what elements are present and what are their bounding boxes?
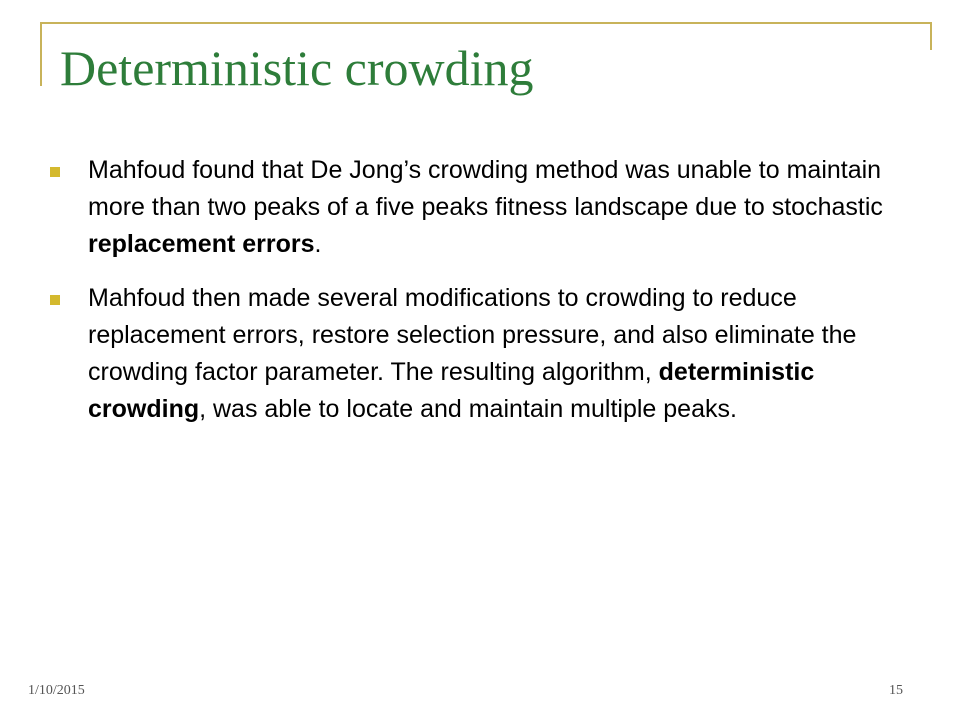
frame-right-line	[930, 22, 932, 50]
bullet-text-part: .	[314, 230, 322, 258]
bullet-bold-term: deterministic crowding	[88, 358, 815, 423]
frame-top-line	[40, 22, 932, 24]
square-bullet-icon	[50, 295, 60, 305]
bullet-text-part: Mahfoud then made several modifications to crowding to reduce replacement errors, restore selection pressure, and also eliminate the crowding factor parameter. The resulting algorithm,	[88, 284, 857, 386]
frame-left-line	[40, 22, 42, 86]
bullet-text	[88, 152, 908, 263]
bullet-text	[88, 280, 908, 428]
bullet-text-part: , was able to locate and maintain multiple peaks.	[199, 395, 737, 423]
square-bullet-icon	[50, 167, 60, 177]
bullet-item	[48, 152, 908, 263]
bullet-bold-term: replacement errors	[88, 230, 315, 258]
bullet-text-part: Mahfoud found that De Jong’s crowding method was unable to maintain more than two peaks of a five peaks fitness landscape due to stochastic	[88, 156, 883, 221]
footer-date: 1/10/2015	[28, 683, 85, 698]
slide-title: Deterministic crowding	[60, 40, 534, 96]
bullet-item	[48, 280, 908, 428]
bullet-list	[48, 152, 908, 445]
page-number: 15	[889, 683, 903, 698]
